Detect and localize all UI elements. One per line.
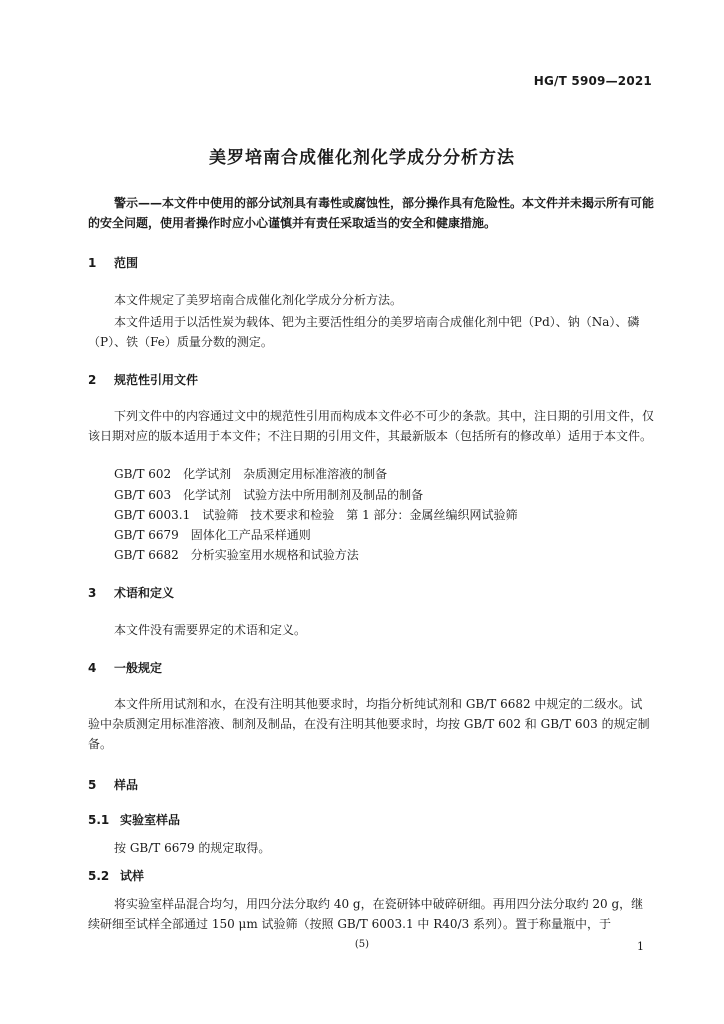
section-title: 样品 bbox=[114, 778, 139, 792]
subsection-title: 实验室样品 bbox=[120, 813, 181, 827]
section-heading-scope bbox=[88, 254, 138, 271]
section-title: 范围 bbox=[114, 256, 139, 270]
reference-item: GB/T 603 化学试剂 试验方法中所用制剂及制品的制备 bbox=[114, 488, 424, 502]
warning-text: 警示——本文件中使用的部分试剂具有毒性或腐蚀性，部分操作具有危险性。本文件并未揭示所有可能的安全问题，使用者操作时应小心谨慎并有责任采取适当的安全和健康措施。 bbox=[88, 196, 655, 230]
section-title: 规范性引用文件 bbox=[114, 373, 199, 387]
subsection-number: 5.1 bbox=[88, 813, 110, 827]
standard-number: HG/T 5909—2021 bbox=[533, 74, 652, 88]
section-title: 一般规定 bbox=[114, 661, 163, 675]
section-heading-normative-references bbox=[88, 371, 198, 388]
document-title: 美罗培南合成催化剂化学成分分析方法 bbox=[209, 148, 515, 168]
page-number: 1 bbox=[637, 940, 644, 953]
subsection-heading-test-sample bbox=[88, 867, 144, 884]
reference-item: GB/T 6679 固体化工产品采样通则 bbox=[114, 528, 311, 542]
section-heading-general-rules bbox=[88, 659, 162, 676]
section-number: 1 bbox=[88, 256, 97, 270]
general-rules-paragraph: 本文件所用试剂和水，在没有注明其他要求时，均指分析纯试剂和 GB/T 6682 中规定的二级水。试验中杂质测定用标准溶液、制剂及制品，在没有注明其他要求时，均按 GB/T 602 和 GB/T 603 的规定制备。 bbox=[88, 697, 650, 751]
subsection-title: 试样 bbox=[120, 869, 145, 883]
reference-item: GB/T 6682 分析实验室用水规格和试验方法 bbox=[114, 548, 359, 562]
scope-paragraph-1: 本文件规定了美罗培南合成催化剂化学成分分析方法。 bbox=[114, 293, 403, 307]
test-sample-paragraph: 将实验室样品混合均匀，用四分法分取约 40 g，在瓷研钵中破碎研细。再用四分法分取约 20 g，继续研细至试样全部通过 150 μm 试验筛（按照 GB/T 6003.1 中 R40/3 系列）。置于称量瓶中，于 bbox=[88, 897, 644, 931]
section-number: 5 bbox=[88, 778, 97, 792]
subsection-number: 5.2 bbox=[88, 869, 110, 883]
section-title: 术语和定义 bbox=[114, 586, 175, 600]
section-number: 4 bbox=[88, 661, 97, 675]
section-heading-sample bbox=[88, 776, 138, 793]
terms-paragraph: 本文件没有需要界定的术语和定义。 bbox=[114, 623, 307, 637]
reference-item: GB/T 6003.1 试验筛 技术要求和检验 第 1 部分：金属丝编织网试验筛 bbox=[114, 508, 518, 522]
reference-item: GB/T 602 化学试剂 杂质测定用标准溶液的制备 bbox=[114, 467, 388, 481]
subsection-heading-lab-sample bbox=[88, 811, 180, 828]
scope-paragraph-2: 本文件适用于以活性炭为载体、钯为主要活性组分的美罗培南合成催化剂中钯（Pd）、钠（Na）、磷（P）、铁（Fe）质量分数的测定。 bbox=[88, 315, 640, 349]
footer-center-mark: (5) bbox=[354, 939, 370, 950]
lab-sample-paragraph: 按 GB/T 6679 的规定取得。 bbox=[114, 841, 271, 855]
section-number: 2 bbox=[88, 373, 97, 387]
references-paragraph: 下列文件中的内容通过文中的规范性引用而构成本文件必不可少的条款。其中，注日期的引用文件，仅该日期对应的版本适用于本文件；不注日期的引用文件，其最新版本（包括所有的修改单）适用于本文件。 bbox=[88, 409, 655, 443]
section-number: 3 bbox=[88, 586, 97, 600]
section-heading-terms bbox=[88, 584, 174, 601]
